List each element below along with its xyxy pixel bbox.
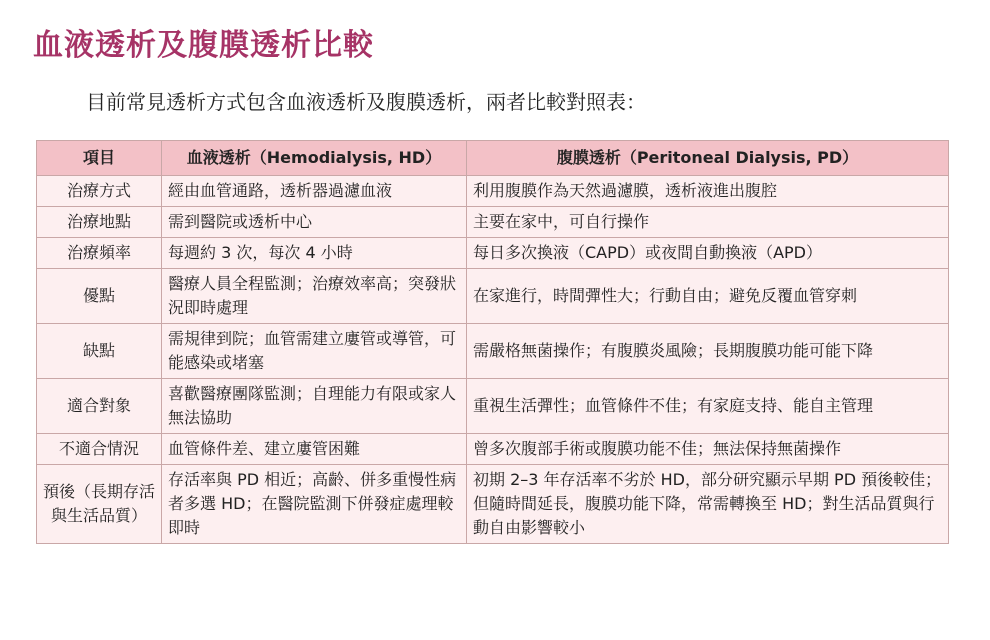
page-title: 血液透析及腹膜透析比較 [33, 28, 374, 63]
row-item-label: 適合對象 [37, 379, 162, 434]
pd-cell: 每日多次換液（CAPD）或夜間自動換液（APD） [467, 238, 949, 269]
table-row [37, 238, 949, 269]
page-subtitle: 目前常見透析方式包含血液透析及腹膜透析，兩者比較對照表： [86, 90, 646, 114]
hd-cell: 喜歡醫療團隊監測；自理能力有限或家人無法協助 [162, 379, 467, 434]
hd-cell: 血管條件差、建立廔管困難 [162, 434, 467, 465]
hd-cell: 經由血管通路，透析器過濾血液 [162, 176, 467, 207]
row-item-label: 優點 [37, 269, 162, 324]
table-row [37, 379, 949, 434]
pd-cell: 需嚴格無菌操作；有腹膜炎風險；長期腹膜功能可能下降 [467, 324, 949, 379]
header-peritoneal-dialysis: 腹膜透析（Peritoneal Dialysis, PD） [467, 141, 949, 176]
hd-cell: 醫療人員全程監測；治療效率高；突發狀況即時處理 [162, 269, 467, 324]
table-row [37, 465, 949, 544]
row-item-label: 治療地點 [37, 207, 162, 238]
header-item: 項目 [37, 141, 162, 176]
row-item-label: 治療方式 [37, 176, 162, 207]
row-item-label: 缺點 [37, 324, 162, 379]
pd-cell: 主要在家中，可自行操作 [467, 207, 949, 238]
table-row [37, 324, 949, 379]
row-item-label: 預後（長期存活與生活品質） [37, 465, 162, 544]
table-row [37, 434, 949, 465]
pd-cell: 在家進行，時間彈性大；行動自由；避免反覆血管穿刺 [467, 269, 949, 324]
hd-cell: 存活率與 PD 相近；高齡、併多重慢性病者多選 HD；在醫院監測下併發症處理較即時 [162, 465, 467, 544]
pd-cell: 初期 2–3 年存活率不劣於 HD，部分研究顯示早期 PD 預後較佳；但隨時間延長，腹膜功能下降，常需轉換至 HD；對生活品質與行動自由影響較小 [467, 465, 949, 544]
hd-cell: 需到醫院或透析中心 [162, 207, 467, 238]
table-header-row [37, 141, 949, 176]
header-hemodialysis: 血液透析（Hemodialysis, HD） [162, 141, 467, 176]
pd-cell: 曾多次腹部手術或腹膜功能不佳；無法保持無菌操作 [467, 434, 949, 465]
pd-cell: 重視生活彈性；血管條件不佳；有家庭支持、能自主管理 [467, 379, 949, 434]
table-row [37, 176, 949, 207]
hd-cell: 每週約 3 次，每次 4 小時 [162, 238, 467, 269]
table-row [37, 269, 949, 324]
hd-cell: 需規律到院；血管需建立廔管或導管，可能感染或堵塞 [162, 324, 467, 379]
pd-cell: 利用腹膜作為天然過濾膜，透析液進出腹腔 [467, 176, 949, 207]
comparison-table [36, 140, 949, 544]
table-row [37, 207, 949, 238]
row-item-label: 治療頻率 [37, 238, 162, 269]
row-item-label: 不適合情況 [37, 434, 162, 465]
